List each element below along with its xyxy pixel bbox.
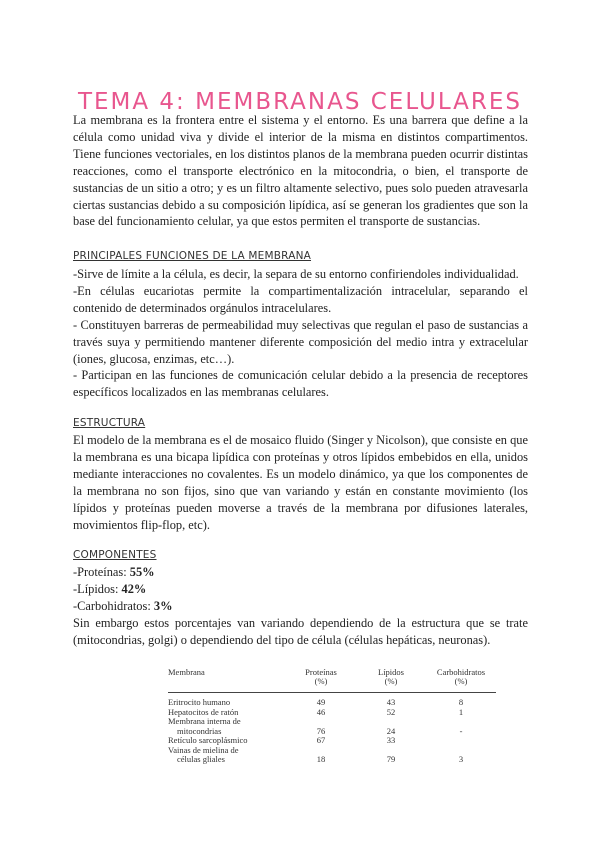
page-title: TEMA 4: MEMBRANAS CELULARES <box>77 89 523 116</box>
table-cell-membrana: Eritrocito humano <box>168 697 231 707</box>
table-cell-lipidos: 52 <box>386 706 396 717</box>
table-cell-lipidos: 43 <box>386 697 396 707</box>
funcion-item: -Sirve de límite a la célula, es decir, la separa de su entorno confiriendoles individualidad. <box>73 267 519 281</box>
componentes-note: Sin embargo estos porcentajes van variando dependiendo de la estructura que se trate (mitocondrias, golgi) o dependiendo del tipo de célula (células hepáticas, neuronas). <box>73 615 528 647</box>
table-cell-membrana: Vainas de mielina de células gliales <box>168 744 239 764</box>
table-cell-proteinas: 67 <box>316 735 326 745</box>
table-row <box>168 693 496 708</box>
componente-item: -Carbohidratos: 3% <box>73 598 173 613</box>
componente-item: -Lípidos: 42% <box>73 581 147 596</box>
table-cell-membrana: Hepatocitos de ratón <box>168 706 239 717</box>
table-header-membrana: Membrana <box>168 668 286 693</box>
funcion-item: - Constituyen barreras de permeabilidad muy selectivas que regulan el paso de sustancias a través suya y permitiendo mantener diferente composición del medio intra y extracelular (iones, glucosa, enzimas, etc…). <box>73 317 528 366</box>
funciones-list <box>73 266 528 401</box>
table-cell-proteinas: 18 <box>316 754 326 764</box>
table-cell-membrana: Retículo sarcoplásmico <box>168 735 248 745</box>
estructura-paragraph: El modelo de la membrana es el de mosaico fluido (Singer y Nicolson), que consiste en que la membrana es una bicapa lipídica con proteínas y otros lípidos embebidos en ella, unidos mediante interacciones no covalentes. Es un modelo dinámico, ya que los componentes de la membrana no son fijos, sino que van variando y están en constante movimiento (los lípidos y proteínas pueden moverse a través de la membrana por difusiones laterales, movimientos flip-flop, etc). <box>73 433 528 532</box>
componente-item: -Proteínas: 55% <box>73 565 155 579</box>
table-row <box>168 717 496 736</box>
table-cell-lipidos: 24 <box>386 725 396 736</box>
table-cell-lipidos: 33 <box>386 735 396 745</box>
table-cell-proteinas: 76 <box>316 725 326 736</box>
table-cell-carbohidratos: 8 <box>458 697 464 707</box>
funcion-item: -En células eucariotas permite la compartimentalización intracelular, separando el contenido de determinados orgánulos intracelulares. <box>73 283 528 315</box>
table-cell-membrana: Membrana interna de mitocondrias <box>168 716 241 736</box>
table-cell-carbohidratos: 1 <box>458 706 464 717</box>
composition-table <box>168 668 496 765</box>
section-heading-componentes: COMPONENTES <box>73 549 157 561</box>
section-heading-estructura: ESTRUCTURA <box>73 417 146 429</box>
table-cell-lipidos: 79 <box>386 754 396 764</box>
intro-paragraph: La membrana es la frontera entre el sistema y el entorno. Es una barrera que define a la célula como unidad viva y divide el interior de la misma en distintos compartimentos. Tiene funciones vectoriales, en los distintos planos de la membrana pueden ocurrir distintas reacciones, como el transporte electrónico en la mitocondria, o bien, el transporte de sustancias de un sitio a otro; y es un filtro altamente selectivo, pues solo pueden atravesarla ciertas sustancias debido a su composición lipídica, así se generan los gradientes que son la base del funcionamiento celular, ya que estos permiten el transporte de sustancias. <box>73 113 528 229</box>
section-heading-funciones: PRINCIPALES FUNCIONES DE LA MEMBRANA <box>73 250 312 262</box>
componentes-list <box>73 564 528 649</box>
table-cell-carbohidratos: 3 <box>458 754 464 764</box>
table-cell-proteinas: 46 <box>316 706 326 717</box>
table-header-carbohidratos: Carbohidratos (%) <box>426 668 496 693</box>
table-cell-proteinas: 49 <box>316 697 326 707</box>
table-header-lipidos: Lípidos (%) <box>356 668 426 693</box>
table-cell-carbohidratos <box>426 736 496 746</box>
table-row <box>168 746 496 765</box>
funcion-item: - Participan en las funciones de comunicación celular debido a la presencia de receptores específicos localizados en las membranas celulares. <box>73 368 528 400</box>
table-cell-carbohidratos: - <box>459 725 463 736</box>
table-header-proteinas: Proteínas (%) <box>286 668 356 693</box>
